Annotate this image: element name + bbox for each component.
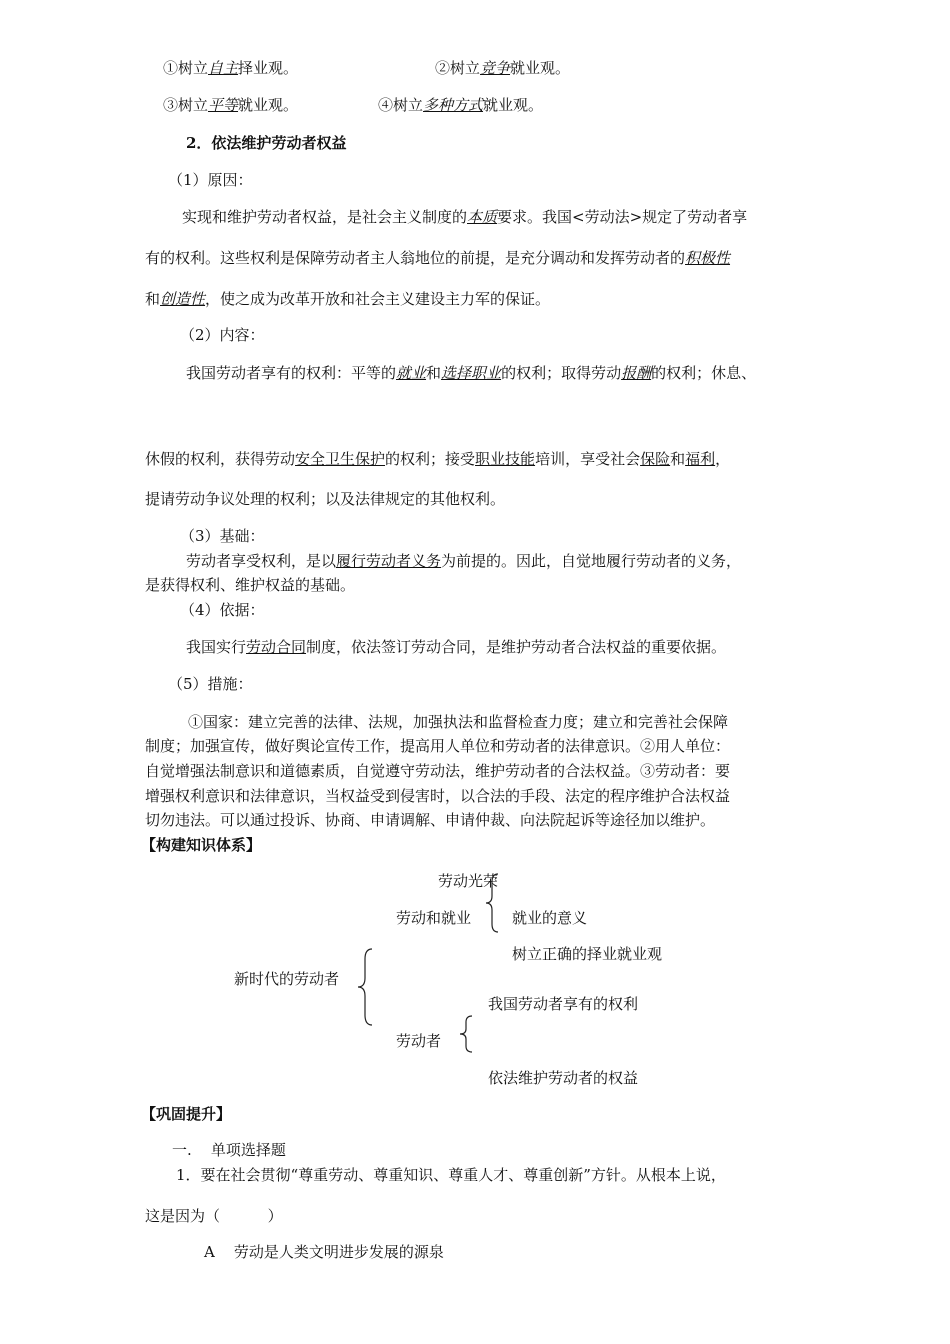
view-2: ②树立竞争就业观。 (435, 59, 571, 77)
key-term: 报酬 (621, 364, 652, 382)
key-term: 选择职业 (441, 364, 502, 382)
key-term: 安全卫生保护 (295, 450, 386, 468)
subsection-label-basis: （3）基础： (180, 527, 265, 545)
measures-line: 自觉增强法制意识和道德素质，自觉遵守劳动法，维护劳动者的合法权益。③劳动者：要 (145, 762, 731, 780)
practice-heading: 【巩固提升】 (141, 1105, 232, 1123)
tree-root: 新时代的劳动者 (234, 970, 340, 988)
key-term: 创造性 (160, 290, 206, 308)
tree-leaf: 就业的意义 (512, 909, 588, 927)
subsection-label-grounds: （4）依据： (180, 601, 265, 619)
tree-branch: 劳动和就业 (396, 909, 472, 927)
tree-leaf: 依法维护劳动者的权益 (488, 1069, 639, 1087)
key-term: 积极性 (685, 249, 731, 267)
question-part: 一. 单项选择题 (172, 1141, 286, 1159)
question-1-line-2: 这是因为（ ） (145, 1207, 283, 1225)
key-term: 本质 (467, 208, 498, 226)
tree-branch: 劳动者 (396, 1032, 442, 1050)
content-line-3: 提请劳动争议处理的权利；以及法律规定的其他权利。 (145, 490, 506, 508)
knowledge-heading: 【构建知识体系】 (141, 836, 262, 854)
content-line-1: 我国劳动者享有的权利：平等的就业和选择职业的权利；取得劳动报酬的权利；休息、 (186, 364, 757, 382)
content-line-2: 休假的权利，获得劳动安全卫生保护的权利；接受职业技能培训，享受社会保险和福利， (145, 450, 731, 468)
brace-icon (356, 947, 376, 1027)
view-3: ③树立平等就业观。 (163, 96, 299, 114)
key-term: 劳动合同 (246, 638, 307, 656)
measures-line: 切勿违法。可以通过投诉、协商、申请调解、申请仲裁、向法院起诉等途径加以维护。 (145, 811, 716, 829)
brace-icon (458, 1014, 476, 1054)
measures-line: ①国家：建立完善的法律、法规，加强执法和监督检查力度；建立和完善社会保障 (188, 713, 729, 731)
reason-line-3: 和创造性，使之成为改革开放和社会主义建设主力军的保证。 (145, 290, 551, 308)
key-term: 履行劳动者义务 (336, 552, 442, 570)
key-term: 平等 (208, 96, 239, 114)
subsection-label-reason: （1）原因： (168, 171, 253, 189)
brace-icon (484, 872, 502, 934)
view-1: ①树立自主择业观。 (163, 59, 299, 77)
measures-line: 增强权利意识和法律意识，当权益受到侵害时，以合法的手段、法定的程序维护合法权益 (145, 787, 731, 805)
reason-line-2: 有的权利。这些权利是保障劳动者主人翁地位的前提，是充分调动和发挥劳动者的积极性 (145, 249, 731, 267)
section-heading: 2．依法维护劳动者权益 (186, 134, 347, 152)
key-term: 职业技能 (475, 450, 536, 468)
grounds-line-1: 我国实行劳动合同制度，依法签订劳动合同，是维护劳动者合法权益的重要依据。 (186, 638, 727, 656)
measures-line: 制度；加强宣传，做好舆论宣传工作，提高用人单位和劳动者的法律意识。②用人单位： (145, 737, 731, 755)
key-term: 福利 (685, 450, 716, 468)
key-term: 就业 (396, 364, 427, 382)
question-1-line-1: 1．要在社会贯彻“尊重劳动、尊重知识、尊重人才、尊重创新”方针。从根本上说， (176, 1166, 726, 1184)
key-term: 多种方式 (423, 96, 484, 114)
tree-leaf: 我国劳动者享有的权利 (488, 995, 639, 1013)
tree-leaf: 树立正确的择业就业观 (512, 945, 663, 963)
tree-leaf: 劳动光荣 (438, 872, 499, 890)
key-term: 竞争 (480, 59, 511, 77)
view-4: ④树立多种方式就业观。 (378, 96, 544, 114)
subsection-label-content: （2）内容： (180, 326, 265, 344)
question-1-option-a: A 劳动是人类文明进步发展的源泉 (204, 1243, 444, 1261)
basis-line-2: 是获得权利、维护权益的基础。 (145, 576, 356, 594)
key-term: 保险 (640, 450, 671, 468)
basis-line-1: 劳动者享受权利，是以履行劳动者义务为前提的。因此，自觉地履行劳动者的义务， (186, 552, 742, 570)
subsection-label-measures: （5）措施： (168, 675, 253, 693)
reason-line-1: 实现和维护劳动者权益，是社会主义制度的本质要求。我国<劳动法>规定了劳动者享 (182, 208, 748, 226)
key-term: 自主 (208, 59, 239, 77)
